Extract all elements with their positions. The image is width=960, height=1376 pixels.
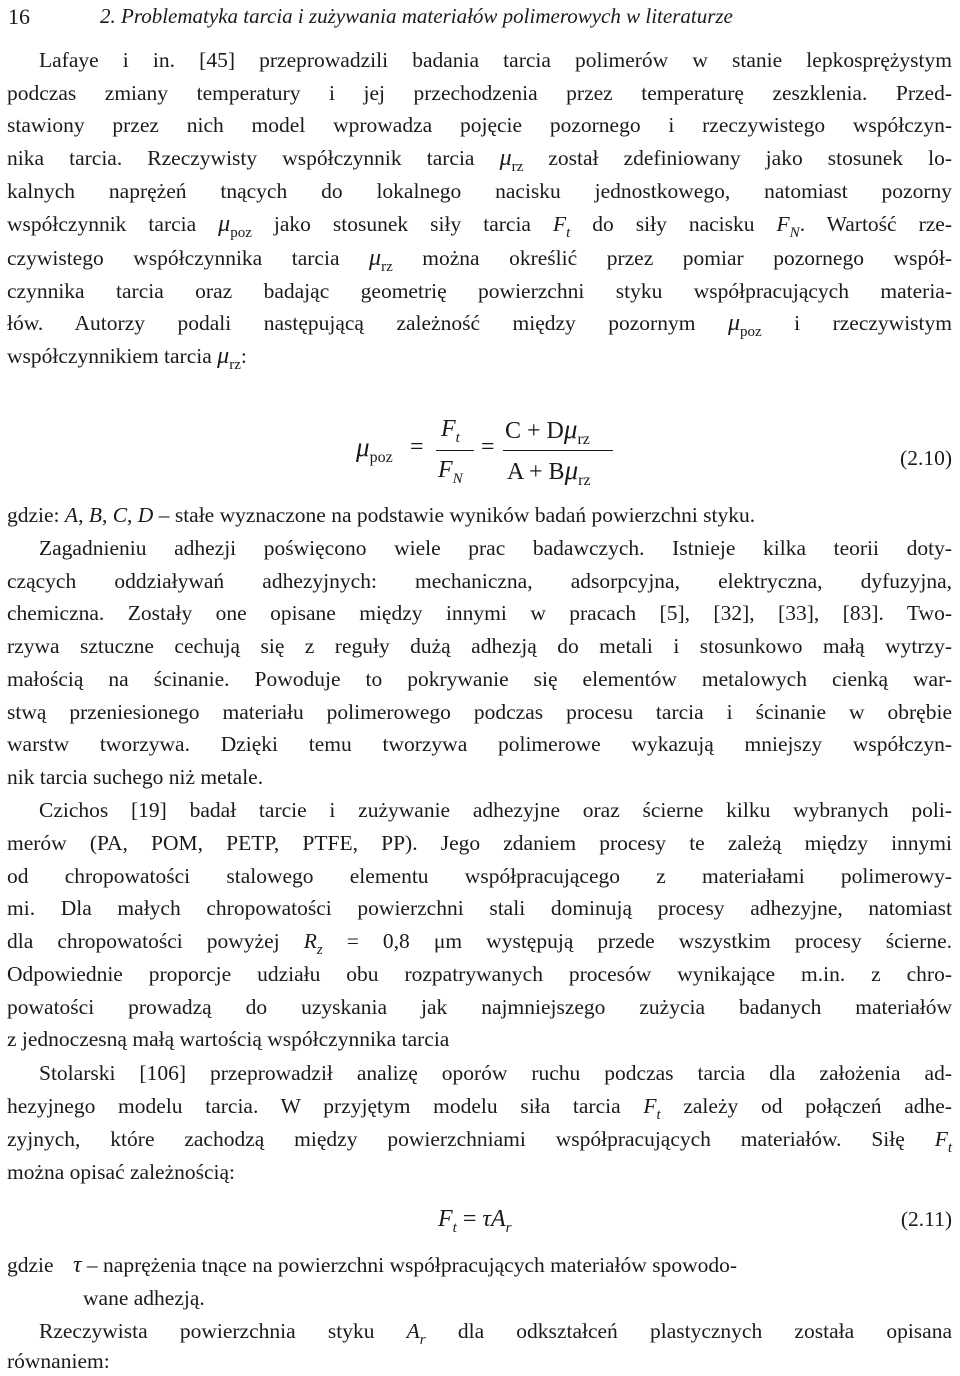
body-text-line: wane adhezją. [83,1286,205,1310]
where-definition: gdzie τ – naprężenia tnące na powierzchni współpracujących materiałów spowodo- [7,1252,738,1278]
body-text-line: Rzeczywista powierzchnia styku $A_r$ dla odkształceń plastycznych została opisana [39,1319,952,1348]
body-text-line: Czichos [19] badał tarcie i zużywanie adhezyjne oraz ścierne kilku wybranych poli- [39,798,952,822]
where-definition: gdzie: A, B, C, D – stałe wyznaczone na podstawie wyników badań powierzchni styku. [7,503,756,527]
body-text-line: merów (PA, POM, PETP, PTFE, PP). Jego zdaniem procesy te zależą między innymi [7,831,952,855]
body-text-line: zyjnych, które zachodzą między powierzchniami współpracujących materiałów. Siłę $F_t$ [7,1127,952,1156]
body-text-line: od chropowatości stalowego elementu współpracującego z materiałami polimerowy- [7,864,952,888]
body-text-line: Lafaye i in. [45] przeprowadzili badania tarcia polimerów w stanie lepkosprężystym [39,48,952,72]
body-text-line: hezyjnego modelu tarcia. W przyjętym modelu siła tarcia $F_t$ zależy od połączeń adhe- [7,1094,952,1123]
document-page: 16 2. Problematyka tarcia i zużywania materiałów polimerowych w literaturze Lafaye i in. [45] przeprowadzili badania tarcia polimerów w stanie lepkosprężystym podczas zmiany temperatury i jej przechodzenia przez temperaturę zeszklenia. Przed- stawiony przez nich model wprowadza pojęcie pozornego i rzeczywistego współczyn- nika tarcia. Rzeczywisty współczynnik tarcia $\mu_{rz}$ został zdefiniowany jako stosunek lo- kalnych naprężeń tnących do lokalnego nacisku jednostkowego, natomiast pozorny współczynnik tarcia $\mu_{poz}$ jako stosunek siły tarcia $F_t$ do siły nacisku $F_N$. Wartość rze- czywistego współczynnika tarcia $\mu_{rz}$ można określić przez pomiar pozornego współ- czynnika tarcia oraz badając geometrię powierzchni styku współpracujących materia- łów. Autorzy podali następującą zależność między pozornym $\mu_{poz}$ i rzeczywistym współczynnikiem tarcia $\mu_{rz}$: $\mu_{poz}$ = $F_t$ $F_N$ = $C + D\mu_{rz}$ $A + B\mu_{rz}$ (2.10) gdzie: A, B, C, D – stałe wyznaczone na podstawie wyników badań powierzchni styku. Zagadnieniu adhezji poświęcono wiele prac badawczych. Istnieje kilka teorii doty- czących oddziaływań adhezyjnych: mechaniczna, adsorpcyjna, elektryczna, dyfuzyjna, chemiczna. Zostały one opisane między innymi w pracach [5], [32], [33], [83]. Two- rzywa sztuczne cechują się z reguły dużą adhezją do metali i stosunkowo małą wytrzy- małością na ścinanie. Powoduje to pokrywanie się elementów metalowych cienką war- stwą przeniesionego materiału polimerowego podczas procesu tarcia i ścinanie w obrębie warstw tworzywa. Dzięki temu tworzywa polimerowe wykazują mniejszy współczyn- nik tarcia suchego niż metale. Czichos [19] badał tarcie i zużywanie adhezyjne oraz ścierne kilku wybranych poli- merów (PA, POM, PETP, PTFE, PP). Jego zdaniem procesy te zależą między innymi od chropowatości stalowego elementu współpracującego z materiałami polimerowy- mi. Dla małych chropowatości powierzchni stali dominują procesy adhezyjne, natomiast dla chropowatości powyżej $R_z = 0,8$ μm występują przede wszystkim procesy ścierne. Odpowiednie proporcje udziału obu rozpatrywanych procesów wynikające m.in. z chro- powatości prowadzą do uzyskania jak najmniejszego zużycia badanych materiałów z jednoczesną małą wartością współczynnika tarcia Stolarski [106] przeprowadził analizę oporów ruchu podczas tarcia dla założenia ad- hezyjnego modelu tarcia. W przyjętym modelu siła tarcia $F_t$ zależy od połączeń adhe- zyjnych, które zachodzą między powierzchniami współpracujących materiałów. Siłę $F_t$ można opisać zależnością: $F_t = \tau A_r$ (2.11) gdzie τ – naprężenia tnące na powierzchni współpracujących materiałów spowodo- wane adhezją. Rzeczywista powierzchnia styku $A_r$ dla odkształceń plastycznych została opisana równaniem: [0,0,960,1371]
mu-symbol: μ [217,343,230,369]
body-text-line: podczas zmiany temperatury i jej przechodzenia przez temperaturę zeszklenia. Przed- [7,81,952,105]
mu-symbol: μ [218,211,231,237]
body-text-line: rzywa sztuczne cechują się z reguły dużą adhezją do metali i stosunkowo małą wytrzy- [7,634,952,658]
body-text-line: Zagadnieniu adhezji poświęcono wiele prac badawczych. Istnieje kilka teorii doty- [39,536,952,560]
equation-number: (2.11) [900,1207,952,1231]
body-text-line: mi. Dla małych chropowatości powierzchni stali dominują procesy adhezyjne, natomiast [7,896,952,920]
body-text-line: powatości prowadzą do uzyskania jak najmniejszego zużycia badanych materiałów [7,995,952,1019]
body-text-line: Odpowiednie proporcje udziału obu rozpatrywanych procesów wynikające m.in. z chro- [7,962,952,986]
body-text-line: małością na ścinanie. Powoduje to pokrywanie się elementów metalowych cienką war- [7,667,952,691]
body-text-line: czynnika tarcia oraz badając geometrię powierzchni styku współpracujących materia- [7,279,952,303]
body-text-line: dla chropowatości powyżej $R_z = 0,8$ μm występują przede wszystkim procesy ścierne. [7,929,952,958]
mu-symbol: μ [369,245,382,271]
body-text-line: stawiony przez nich model wprowadza pojęcie pozornego i rzeczywistego współczyn- [7,113,952,137]
body-text-line: czących oddziaływań adhezyjnych: mechaniczna, adsorpcyjna, elektryczna, dyfuzyjna, [7,569,952,593]
running-head: 2. Problematyka tarcia i zużywania materiałów polimerowych w literaturze [100,4,733,28]
mu-symbol: μ [499,145,512,171]
equation-number: (2.10) [900,446,952,470]
page-header [8,4,948,32]
body-text-line: Stolarski [106] przeprowadził analizę oporów ruchu podczas tarcia dla założenia ad- [39,1061,952,1085]
body-text-line: współczynnikiem tarcia $\mu_{rz}$: [7,343,247,373]
mu-symbol: μ [727,310,740,336]
body-text-line: czywistego współczynnika tarcia $\mu_{rz}$ można określić przez pomiar pozornego współ- [7,245,953,275]
body-text-line: współczynnik tarcia $\mu_{poz}$ jako stosunek siły tarcia $F_t$ do siły nacisku $F_N$. Wartość rze- [7,211,952,241]
body-text-line: stwą przeniesionego materiału polimerowego podczas procesu tarcia i ścinanie w obrębie [7,700,952,724]
body-text-line: warstw tworzywa. Dzięki temu tworzywa polimerowe wykazują mniejszy współczyn- [7,732,952,756]
body-text-line: z jednoczesną małą wartością współczynnika tarcia [7,1027,450,1051]
fraction-bar [436,450,474,451]
fraction-bar [503,450,613,451]
body-text-line: nik tarcia suchego niż metale. [7,765,264,789]
page-number: 16 [8,4,30,29]
body-text-line: chemiczna. Zostały one opisane między innymi w pracach [5], [32], [33], [83]. Two- [7,601,952,625]
body-text-line: równaniem: [7,1349,110,1373]
body-text-line: można opisać zależnością: [7,1160,236,1184]
body-text-line: kalnych naprężeń tnących do lokalnego nacisku jednostkowego, natomiast pozorny [7,179,952,203]
body-text-line: łów. Autorzy podali następującą zależność między pozornym $\mu_{poz}$ i rzeczywistym [7,310,952,340]
body-text-line: nika tarcia. Rzeczywisty współczynnik tarcia $\mu_{rz}$ został zdefiniowany jako stosunek lo- [7,145,952,175]
